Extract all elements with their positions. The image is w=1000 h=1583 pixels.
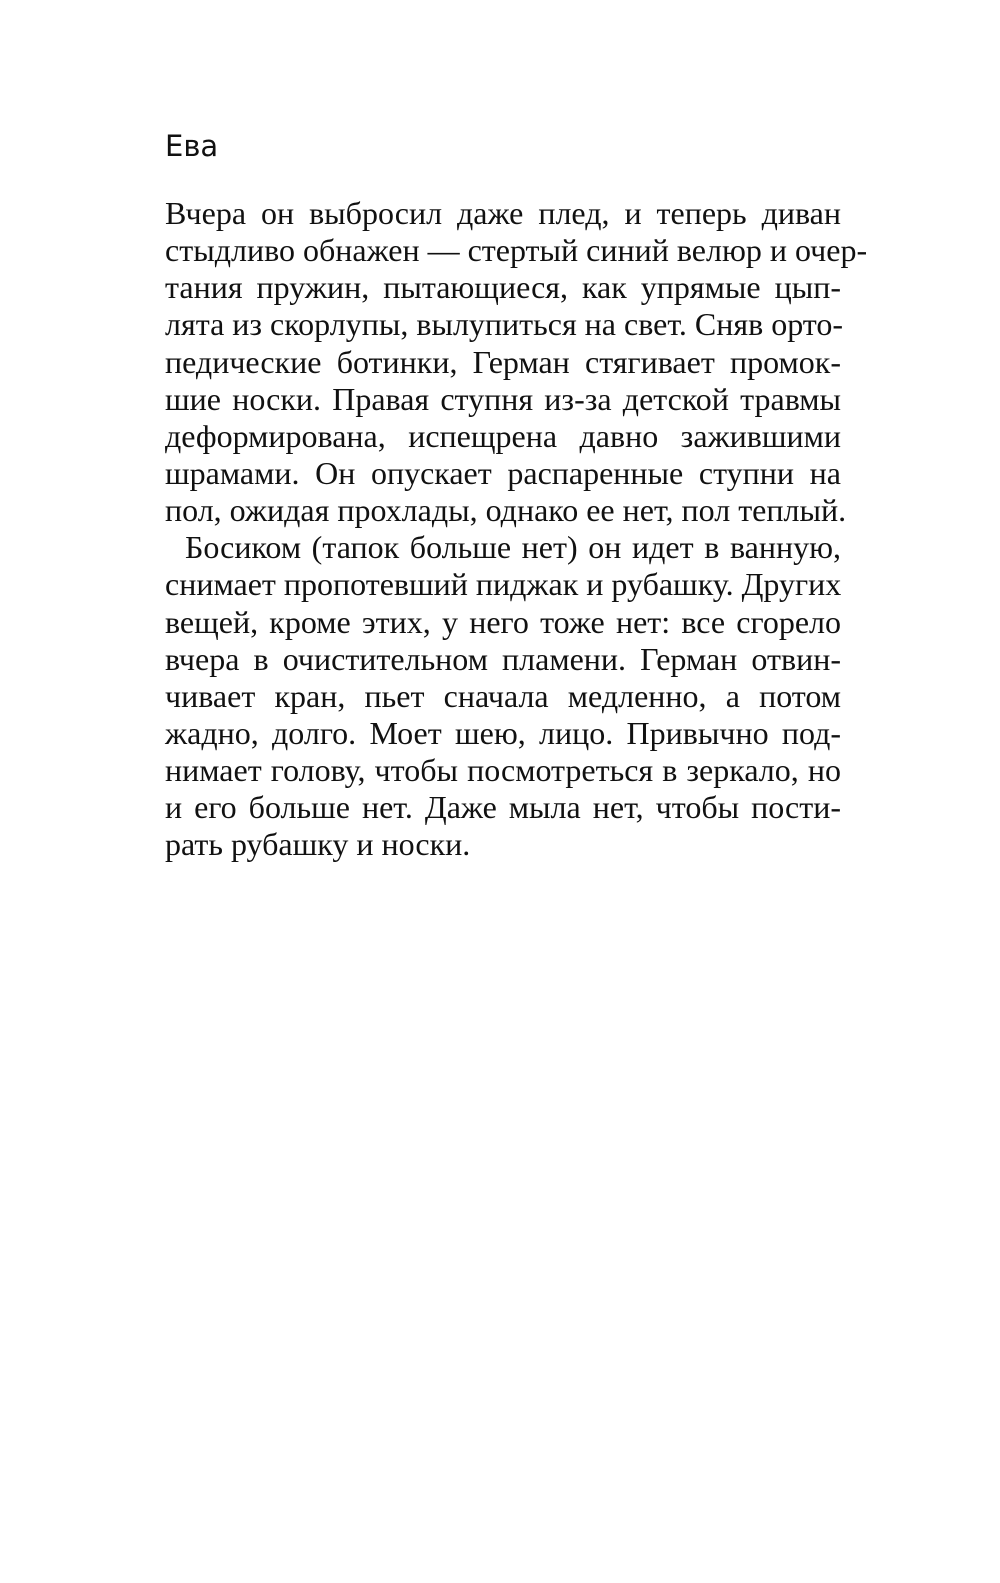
text-line: шрамами. Он опускает распаренные ступни на [165, 454, 841, 491]
text-line: шие носки. Правая ступня из-за детской травмы [165, 380, 841, 417]
text-line: вчера в очистительном пламени. Герман отвин- [165, 640, 841, 677]
text-line: лята из скорлупы, вылупиться на свет. Сняв орто- [165, 306, 843, 343]
paragraph [165, 195, 868, 529]
text-line: рать рубашку и носки. [165, 826, 471, 863]
text-line: нимает голову, чтобы посмотреться в зеркало, но [165, 752, 841, 789]
text-line: жадно, долго. Моет шею, лицо. Привычно под- [165, 714, 841, 751]
text-line: и его больше нет. Даже мыла нет, чтобы пости- [165, 789, 841, 826]
body-text [165, 195, 868, 864]
text-line: Вчера он выбросил даже плед, и теперь диван [165, 195, 841, 231]
text-line: тания пружин, пытающиеся, как упрямые цып- [165, 269, 841, 306]
text-line: деформирована, испещрена давно зажившими [165, 417, 841, 454]
text-line: чивает кран, пьет сначала медленно, а потом [165, 677, 841, 714]
text-line: снимает пропотевший пиджак и рубашку. Других [165, 566, 842, 603]
text-line: педические ботинки, Герман стягивает промок- [165, 343, 841, 380]
text-line: Босиком (тапок больше нет) он идет в ванную, [185, 529, 841, 566]
text-line: вещей, кроме этих, у него тоже нет: все сгорело [165, 603, 841, 640]
text-line: пол, ожидая прохлады, однако ее нет, пол теплый. [165, 492, 847, 529]
text-line: стыдливо обнажен — стертый синий велюр и очер- [165, 232, 868, 269]
paragraph [165, 529, 841, 863]
chapter-title: Ева [165, 129, 219, 163]
